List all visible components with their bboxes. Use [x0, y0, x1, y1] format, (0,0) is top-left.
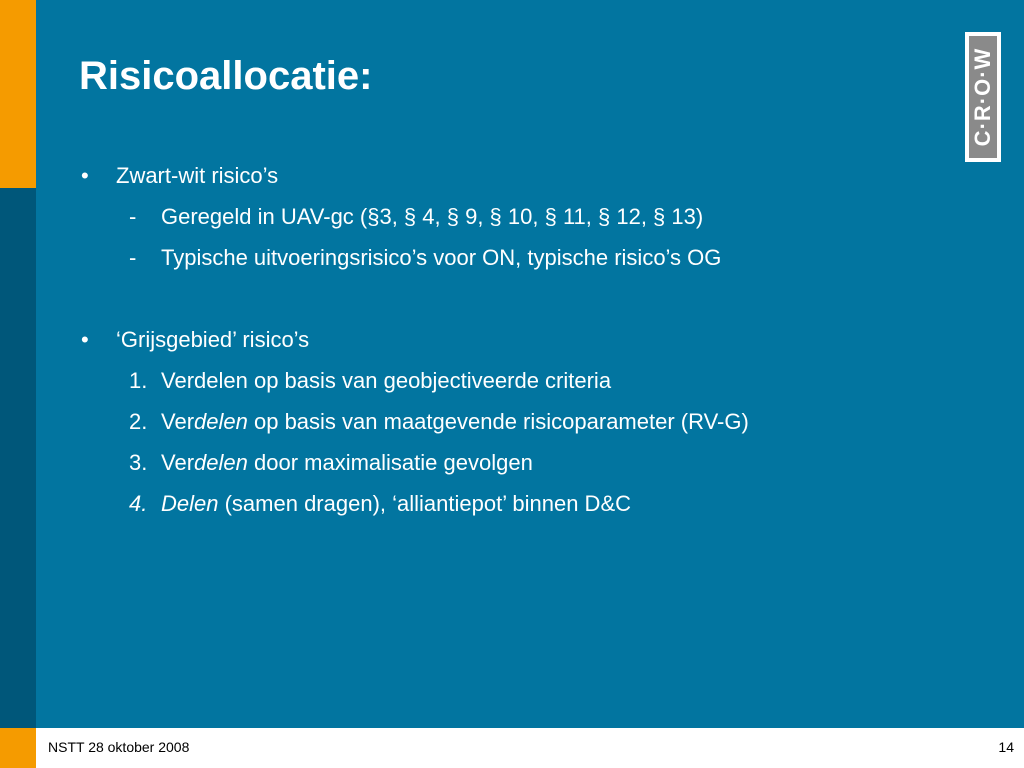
bullet-text-zwart-wit: Zwart-wit risico’s — [116, 163, 279, 188]
numbered-item-4 — [161, 491, 631, 517]
sub-item-marker: - — [129, 245, 137, 270]
bullet-marker: • — [81, 327, 89, 352]
item-2-italic: delen — [194, 409, 248, 434]
footer-date-text: NSTT 28 oktober 2008 — [48, 739, 190, 755]
footer-accent — [0, 728, 36, 768]
bullet-marker: • — [81, 163, 89, 188]
numbered-item-marker: 1. — [129, 368, 148, 393]
crow-logo-text: C·R·O·W — [970, 47, 995, 147]
item-2-prefix: Ver — [161, 409, 195, 434]
sub-item-geregeld: Geregeld in UAV-gc (§3, § 4, § 9, § 10, § 11, § 12, § 13) — [161, 204, 704, 229]
item-4-suffix: (samen dragen), ‘alliantiepot’ binnen D&C — [218, 491, 632, 516]
slide-title: Risicoallocatie: — [79, 54, 373, 98]
item-3-prefix: Ver — [161, 450, 195, 475]
numbered-item-2 — [161, 409, 749, 435]
slide-footer — [0, 728, 1024, 768]
sub-item-typische: Typische uitvoeringsrisico’s voor ON, typische risico’s OG — [161, 245, 722, 270]
numbered-item-marker: 3. — [129, 450, 148, 475]
page-number: 14 — [998, 739, 1014, 755]
numbered-item-1: Verdelen op basis van geobjectiveerde criteria — [161, 368, 612, 393]
item-4-italic: Delen — [161, 491, 219, 516]
numbered-item-marker: 4. — [129, 491, 148, 516]
bullet-text-grijsgebied: ‘Grijsgebied’ risico’s — [116, 327, 310, 352]
numbered-item-3 — [161, 450, 533, 476]
numbered-item-marker: 2. — [129, 409, 148, 434]
item-3-suffix: door maximalisatie gevolgen — [247, 450, 533, 475]
item-3-italic: delen — [194, 450, 248, 475]
item-2-suffix: op basis van maatgevende risicoparameter (RV-G) — [247, 409, 749, 434]
sub-item-marker: - — [129, 204, 137, 229]
